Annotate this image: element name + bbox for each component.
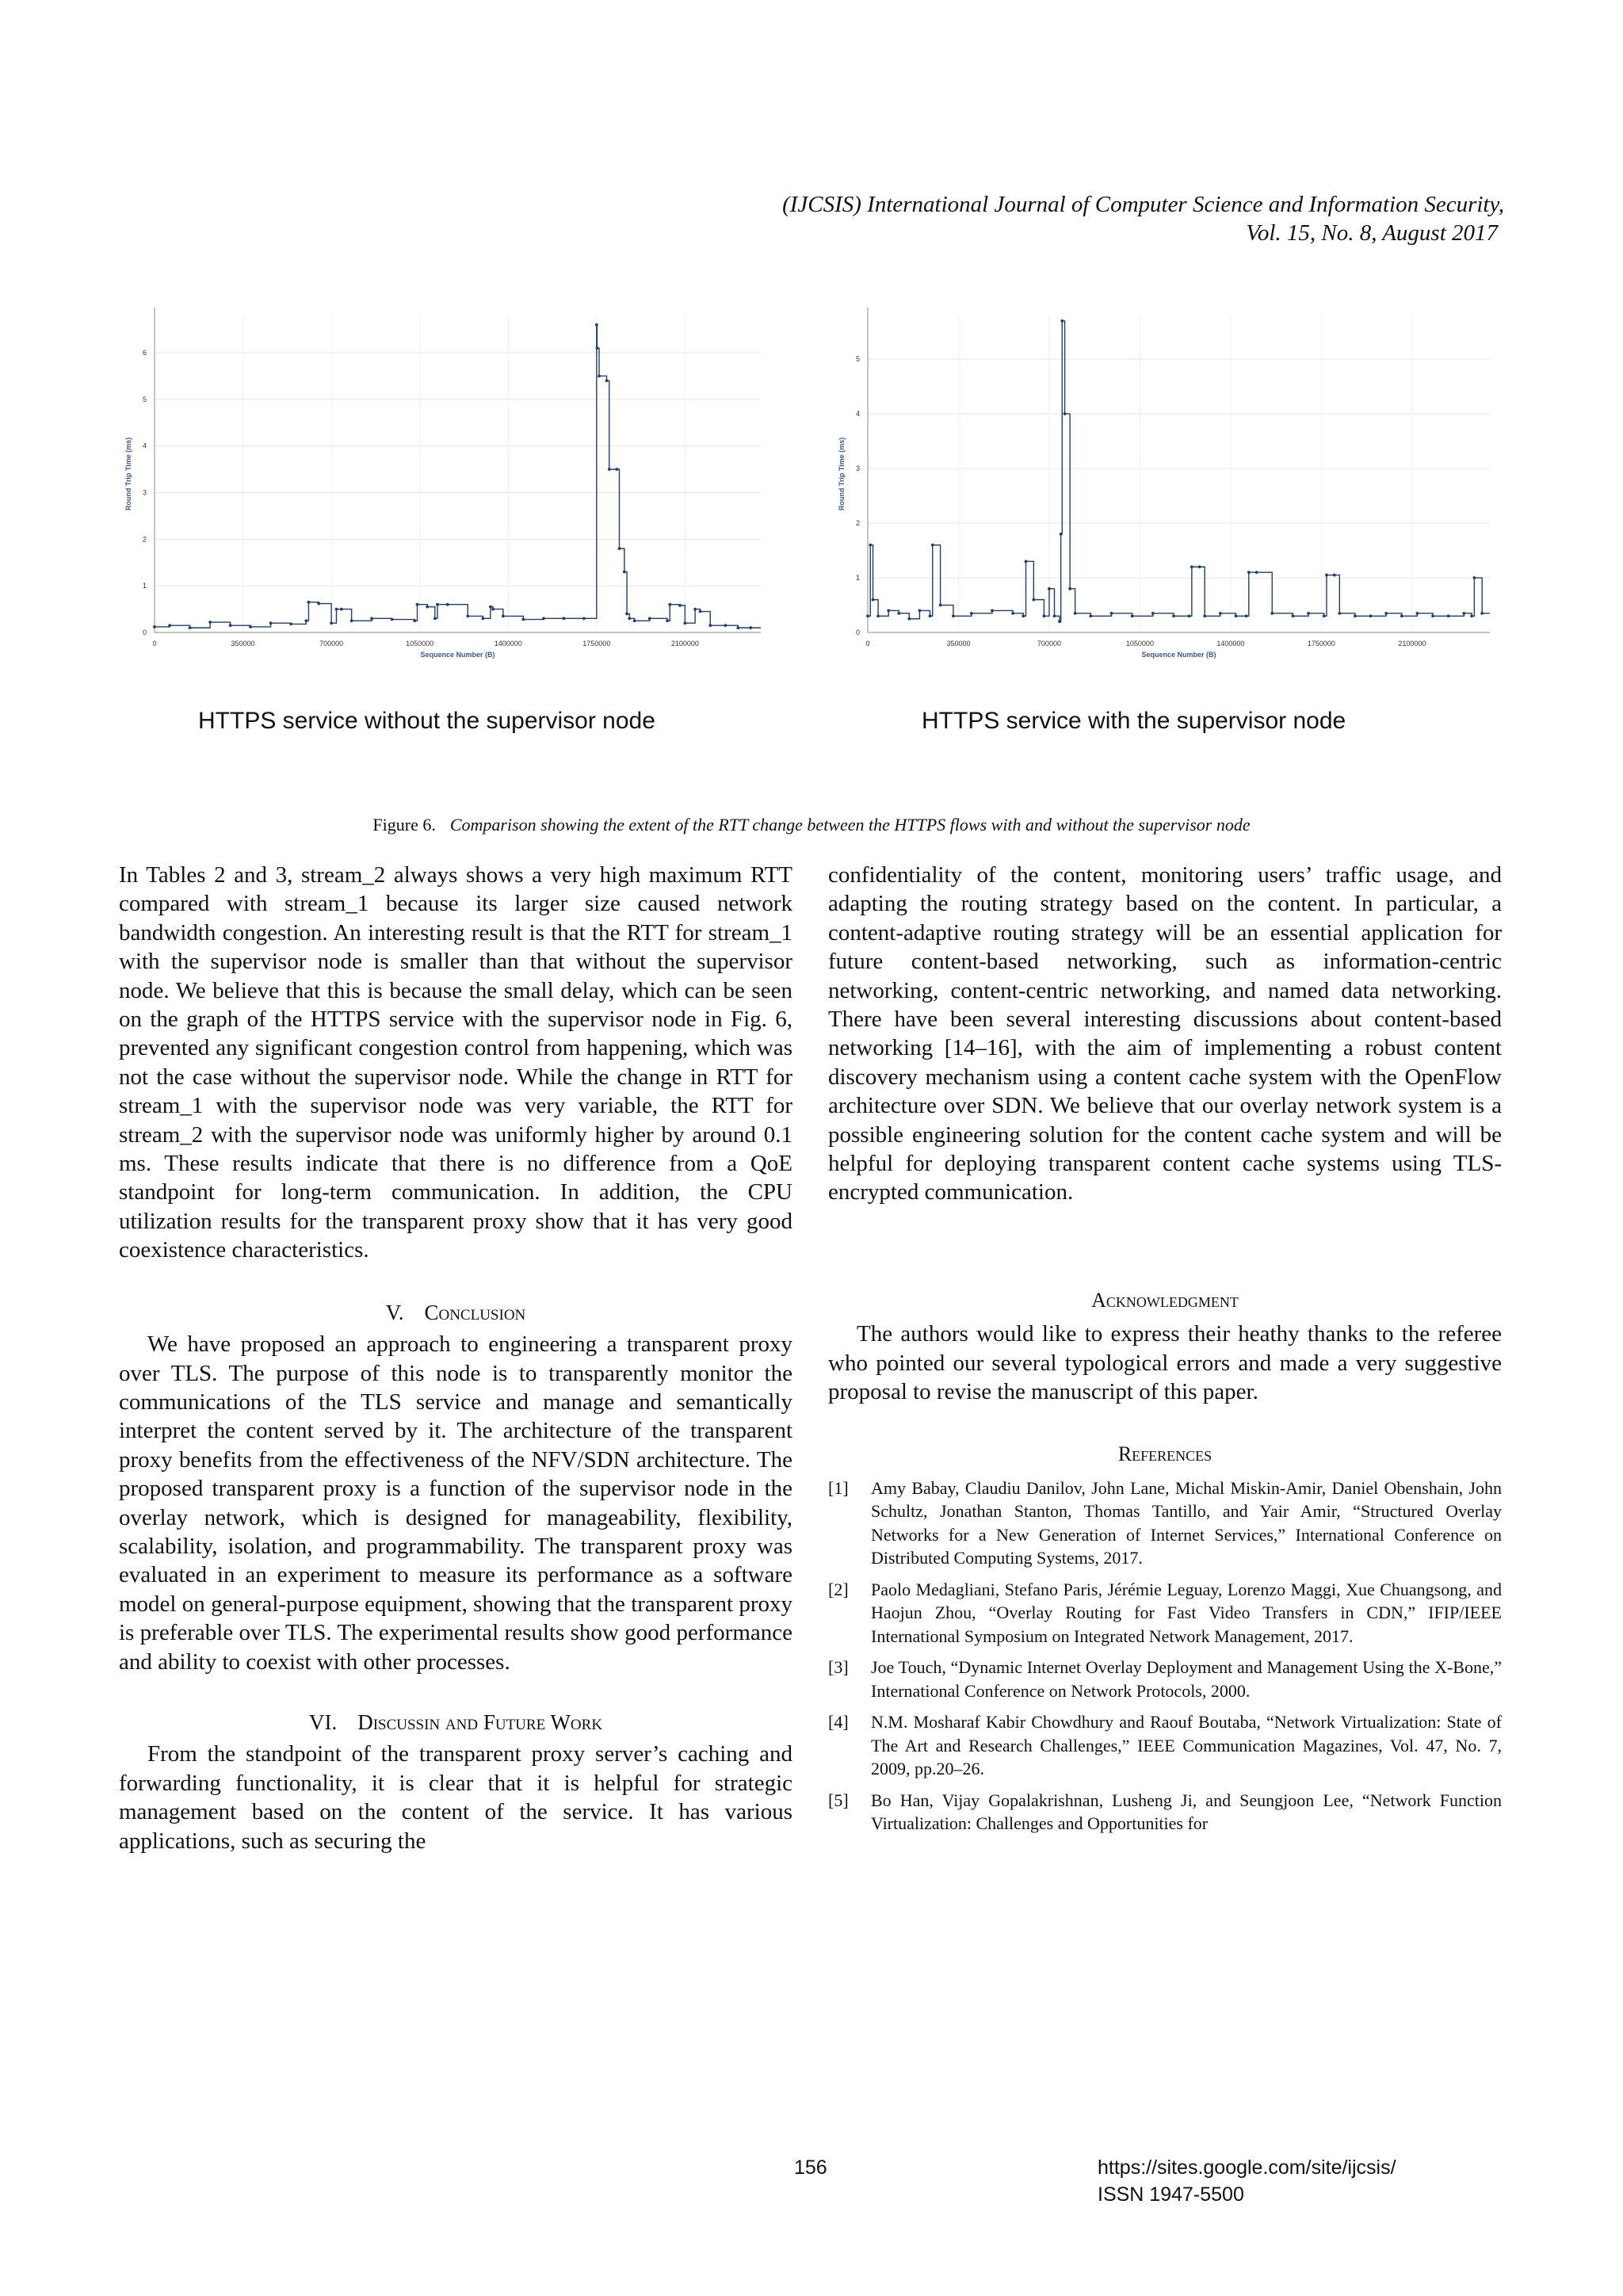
rtt-data-point	[1270, 612, 1274, 615]
rtt-data-point	[1333, 574, 1336, 577]
rtt-data-point	[876, 614, 880, 617]
acknowledgment-text: The authors would like to express their heathy thanks to the referee who pointed our several typological errors and made a very suggestive proposal to revise the manuscript of this paper.	[828, 1321, 1502, 1405]
y-tick-label: 3	[142, 488, 147, 497]
rtt-data-point	[666, 619, 669, 622]
figure-caption-text: Comparison showing the extent of the RTT change between the HTTPS flows with and without the supervisor node	[449, 815, 1251, 835]
rtt-data-point	[391, 618, 394, 621]
y-tick-label: 6	[142, 349, 147, 357]
rtt-data-point	[1043, 614, 1046, 617]
x-tick-label: 1050000	[1125, 640, 1154, 648]
y-tick-label: 4	[142, 441, 147, 450]
x-tick-label: 2100000	[1398, 640, 1426, 648]
journal-title: (IJCSIS) International Journal of Computer Science and Information Security,	[782, 192, 1504, 217]
y-tick-label: 0	[142, 628, 147, 636]
rtt-data-point	[330, 621, 333, 625]
rtt-data-point	[542, 617, 545, 620]
rtt-data-point	[907, 617, 911, 621]
journal-header	[782, 190, 1504, 247]
reference-number: [1]	[828, 1477, 849, 1498]
reference-item	[828, 1578, 1502, 1648]
x-tick-label: 350000	[946, 640, 971, 648]
rtt-data-point	[724, 624, 727, 627]
rtt-data-point	[413, 619, 416, 622]
rtt-data-point	[929, 614, 932, 617]
section-heading-conclusion	[119, 1298, 792, 1327]
rtt-data-point	[595, 323, 598, 327]
y-axis-label: Round Trip Time (ms)	[124, 437, 132, 511]
reference-text: Bo Han, Vijay Gopalakrishnan, Lusheng Ji, and Seungjoon Lee, “Network Function Virtualization: Challenges and Opportunities for	[871, 1790, 1502, 1834]
rtt-data-point	[1255, 571, 1258, 574]
rtt-data-point	[562, 617, 565, 620]
left-chart-title: HTTPS service without the supervisor node	[198, 708, 655, 734]
figure-label: Figure 6.	[372, 815, 436, 835]
rtt-data-point	[869, 544, 872, 547]
rtt-data-point	[1472, 576, 1476, 579]
rtt-data-point	[608, 468, 611, 471]
reference-number: [3]	[828, 1657, 849, 1678]
rtt-data-point	[1480, 612, 1484, 615]
rtt-data-point	[491, 608, 495, 611]
rtt-data-point	[1323, 614, 1326, 617]
rtt-data-point	[1198, 565, 1201, 568]
journal-issue: Vol. 15, No. 8, August 2017	[1246, 220, 1498, 246]
rtt-data-point	[489, 606, 492, 609]
rtt-data-point	[416, 603, 419, 606]
rtt-data-point	[189, 626, 192, 629]
x-tick-label: 1400000	[1216, 640, 1245, 648]
figure-caption	[0, 815, 1623, 835]
rtt-data-point	[952, 614, 955, 617]
rtt-data-point	[1022, 614, 1025, 617]
reference-item	[828, 1789, 1502, 1836]
section-number: VI.	[308, 1710, 338, 1734]
rtt-data-point	[623, 571, 626, 574]
rtt-data-point	[1011, 612, 1014, 615]
rtt-data-point	[521, 618, 525, 621]
rtt-data-point	[1470, 614, 1473, 617]
acknowledgment-heading: Acknowledgment	[1091, 1288, 1239, 1312]
rtt-data-point	[269, 621, 273, 625]
y-tick-label: 1	[855, 574, 860, 583]
issn: ISSN 1947-5500	[1098, 2183, 1244, 2206]
rtt-data-point	[970, 612, 973, 615]
reference-text: N.M. Mosharaf Kabir Chowdhury and Raouf Boutaba, “Network Virtualization: State of The Art and Research Challenges,” IEEE Communication Magazines, Vol. 47, No. 7, 2009, pp.20–26.	[871, 1712, 1502, 1779]
rtt-data-point	[582, 617, 586, 620]
rtt-data-point	[304, 619, 307, 622]
rtt-data-point	[678, 604, 682, 607]
left-column	[119, 861, 792, 1855]
rtt-data-point	[208, 621, 212, 624]
reference-number: [5]	[828, 1790, 849, 1810]
rtt-data-point	[289, 623, 292, 626]
rtt-data-point	[168, 624, 171, 627]
rtt-data-point	[1053, 614, 1056, 617]
rtt-data-point	[1369, 614, 1373, 617]
rtt-data-point	[340, 608, 343, 611]
x-tick-label: 1750000	[1307, 640, 1335, 648]
rtt-data-point	[1245, 614, 1248, 617]
rtt-data-point	[1131, 614, 1134, 617]
reference-text: Joe Touch, “Dynamic Internet Overlay Deployment and Management Using the X-Bone,” International Conference on Network Protocols, 2000.	[871, 1657, 1502, 1701]
rtt-data-point	[1048, 587, 1051, 590]
rtt-data-point	[1354, 614, 1357, 617]
rtt-data-point	[466, 615, 469, 618]
x-axis-label: Sequence Number (B)	[1141, 651, 1216, 659]
rtt-data-point	[249, 625, 252, 628]
reference-list	[828, 1477, 1502, 1836]
rtt-data-point	[598, 375, 601, 378]
rtt-data-point	[1400, 614, 1403, 617]
rtt-data-point	[307, 601, 311, 604]
rtt-data-point	[668, 603, 671, 606]
rtt-data-point	[1188, 614, 1191, 617]
reference-text: Paolo Medagliani, Stefano Paris, Jérémie Leguay, Lorenzo Maggi, Xue Chuangsong, and Haojun Zhou, “Overlay Routing for Fast Video Transfers in CDN,” IFIP/IEEE International Symposium on Integrated Network Management, 2017.	[871, 1579, 1502, 1646]
rtt-data-point	[502, 615, 505, 618]
rtt-data-point	[1151, 612, 1155, 615]
reference-item	[828, 1477, 1502, 1570]
rtt-data-point	[633, 619, 636, 622]
x-tick-label: 700000	[1037, 640, 1061, 648]
rtt-data-point	[153, 625, 156, 628]
x-tick-label: 700000	[319, 640, 344, 648]
rtt-series-line	[868, 321, 1490, 621]
rtt-data-point	[708, 624, 712, 627]
reference-number: [2]	[828, 1579, 849, 1599]
rtt-data-point	[749, 626, 752, 629]
rtt-data-point	[931, 544, 934, 547]
rtt-data-point	[317, 602, 320, 606]
rtt-data-point	[1235, 614, 1238, 617]
rtt-data-point	[1219, 612, 1222, 615]
section-number: V.	[385, 1300, 404, 1324]
y-tick-label: 3	[855, 464, 860, 473]
rtt-data-point	[628, 617, 631, 620]
rtt-data-point	[335, 608, 338, 611]
y-tick-label: 4	[855, 410, 860, 418]
rtt-data-point	[1068, 587, 1071, 590]
rtt-data-point	[693, 608, 697, 611]
rtt-series-line	[155, 325, 761, 628]
rtt-data-point	[1292, 614, 1295, 617]
y-axis-label: Round Trip Time (ms)	[838, 437, 846, 511]
section-title: Discussin and Future Work	[357, 1710, 603, 1734]
continued-paragraph: confidentiality of the content, monitoring users’ traffic usage, and adapting the routing strategy based on the content. In particular, a content-adaptive routing strategy will be an essential application for future content-based networking, such as information-centric networking, content-centric networking, and named data networking. There have been several interesting discussions about content-based networking [14–16], with the aim of implementing a robust content discovery mechanism using a content cache system with the OpenFlow architecture over SDN. We believe that our overlay network system is a possible engineering solution for the content cache system and will be helpful for deploying transparent content cache systems using TLS-encrypted communication.	[828, 862, 1502, 1205]
rtt-data-point	[887, 609, 890, 613]
rtt-data-point	[683, 621, 686, 625]
rtt-data-point	[625, 613, 628, 616]
section-title: Conclusion	[424, 1300, 526, 1324]
section-heading-discussion	[119, 1708, 792, 1736]
rtt-data-point	[1025, 560, 1028, 563]
conclusion-paragraph: We have proposed an approach to engineering a transparent proxy over TLS. The purpose of this node is to transparently monitor the communications of the TLS service and manage and semantically interpret the content served by it. The architecture of the transparent proxy benefits from the effectiveness of the NFV/SDN architecture. The proposed transparent proxy is a function of the supervisor node in the overlay network, which is designed for manageability, flexibility, scalability, isolation, and programmability. The transparent proxy was evaluated in an experiment to measure its performance as a software model on general-purpose equipment, showing that the transparent proxy is preferable over TLS. The experimental results show good performance and ability to coexist with other processes.	[119, 1331, 792, 1675]
rtt-data-point	[370, 617, 373, 620]
rtt-data-point	[350, 619, 353, 622]
rtt-data-point	[991, 609, 994, 613]
x-tick-label: 2100000	[670, 640, 699, 648]
rtt-data-point	[1203, 614, 1206, 617]
rtt-data-point	[1110, 612, 1113, 615]
rtt-data-point	[1089, 614, 1092, 617]
rtt-data-point	[1032, 598, 1035, 602]
discussion-paragraph: From the standpoint of the transparent proxy server’s caching and forwarding functionality, it is clear that it is helpful for strategic management based on the content of the service. It has various applications, such as securing the	[119, 1741, 792, 1854]
results-paragraph: In Tables 2 and 3, stream_2 always shows a very high maximum RTT compared with stream_1 because its larger size caused network bandwidth congestion. An interesting result is that the RTT for stream_1 with the supervisor node is smaller than that without the supervisor node. We believe that this is because the small delay, which can be seen on the graph of the HTTPS service with the supervisor node in Fig. 6, prevented any significant congestion control from happening, which was not the case without the supervisor node. While the change in RTT for stream_1 with the supervisor node was very variable, the RTT for stream_2 with the supervisor node was uniformly higher by around 0.1 ms. These results indicate that there is no difference from a QoE standpoint for long-term communication. In addition, the CPU utilization results for the transparent proxy show that it has very good coexistence characteristics.	[119, 862, 792, 1263]
rtt-data-point	[1064, 412, 1067, 415]
y-tick-label: 0	[855, 628, 860, 636]
rtt-data-point	[1384, 612, 1388, 615]
rtt-data-point	[1338, 612, 1341, 615]
rtt-data-point	[436, 603, 439, 606]
rtt-data-point	[446, 603, 449, 606]
y-tick-label: 5	[855, 355, 860, 364]
rtt-data-point	[866, 614, 869, 617]
rtt-data-point	[1307, 612, 1310, 615]
rtt-data-point	[1247, 571, 1251, 574]
x-tick-label: 1400000	[494, 640, 522, 648]
reference-item	[828, 1656, 1502, 1702]
x-tick-label: 0	[152, 640, 157, 648]
rtt-data-point	[605, 379, 609, 382]
rtt-data-point	[736, 626, 739, 629]
reference-text: Amy Babay, Claudiu Danilov, John Lane, Michal Miskin-Amir, Daniel Obenshain, John Schultz, Jonathan Stanton, Thomas Tantillo, and Yair Amir, “Structured Overlay Networks for a New Generation of Internet Services,” International Conference on Distributed Computing Systems, 2017.	[871, 1477, 1502, 1568]
y-tick-label: 2	[142, 535, 147, 544]
page-number: 156	[794, 2157, 827, 2179]
rtt-data-point	[1431, 614, 1434, 617]
journal-url[interactable]: https://sites.google.com/site/ijcsis/	[1098, 2157, 1396, 2179]
rtt-data-point	[426, 606, 429, 609]
rtt-data-point	[229, 624, 232, 627]
x-tick-label: 1050000	[406, 640, 434, 648]
references-heading: References	[1117, 1442, 1212, 1465]
rtt-data-point	[1325, 574, 1328, 577]
rtt-data-point	[618, 547, 621, 550]
rtt-data-point	[939, 604, 942, 607]
rtt-data-point	[481, 617, 484, 620]
rtt-data-point	[897, 612, 900, 615]
rtt-data-point	[1058, 620, 1061, 623]
y-tick-label: 2	[855, 519, 860, 528]
rtt-data-point	[872, 598, 875, 602]
footer-url	[1098, 2154, 1396, 2208]
rtt-data-point	[1060, 319, 1064, 323]
reference-number: [4]	[828, 1712, 849, 1733]
rtt-data-point	[1190, 565, 1193, 568]
rtt-data-point	[433, 617, 437, 620]
y-tick-label: 1	[142, 582, 147, 590]
rtt-data-point	[918, 609, 922, 613]
y-tick-label: 5	[142, 395, 147, 403]
rtt-chart-with-supervisor	[832, 301, 1506, 674]
x-axis-label: Sequence Number (B)	[420, 651, 495, 659]
rtt-data-point	[1172, 614, 1175, 617]
x-tick-label: 1750000	[582, 640, 611, 648]
rtt-data-point	[699, 610, 702, 613]
rtt-data-point	[648, 617, 651, 620]
rtt-data-point	[615, 468, 618, 471]
reference-item	[828, 1710, 1502, 1781]
x-tick-label: 350000	[231, 640, 255, 648]
rtt-data-point	[1416, 612, 1419, 615]
right-column	[828, 861, 1502, 1843]
rtt-data-point	[596, 346, 599, 350]
right-chart-title: HTTPS service with the supervisor node	[922, 708, 1346, 734]
rtt-data-point	[1060, 533, 1063, 536]
rtt-data-point	[1074, 612, 1077, 615]
rtt-data-point	[1447, 614, 1450, 617]
rtt-chart-without-supervisor	[119, 301, 777, 674]
rtt-data-point	[1462, 612, 1465, 615]
x-tick-label: 0	[865, 640, 870, 648]
